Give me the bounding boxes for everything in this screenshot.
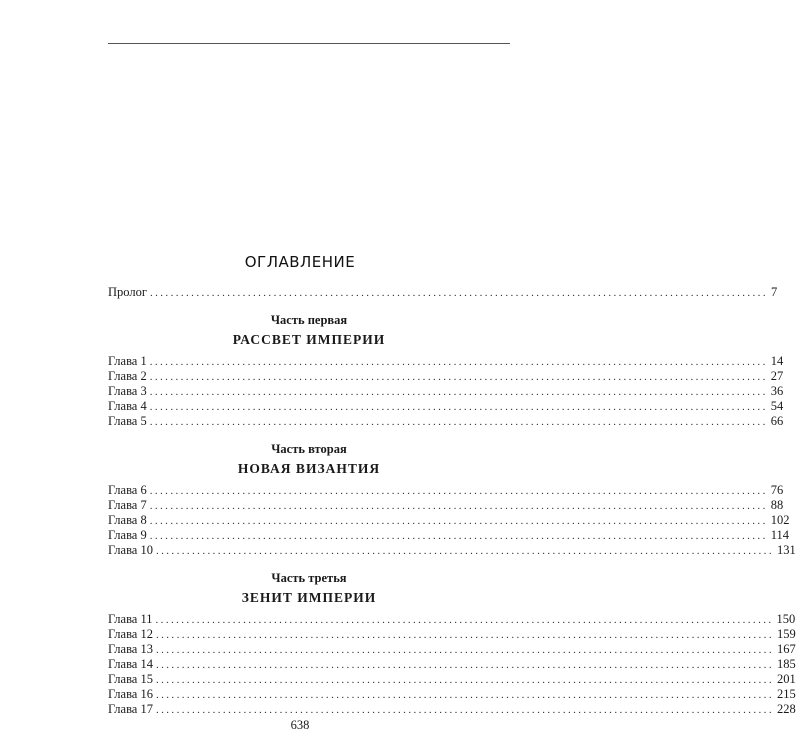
entry-page: 36 bbox=[770, 384, 784, 398]
entry-label: Глава 3 bbox=[108, 384, 147, 398]
entry-label: Глава 7 bbox=[108, 498, 147, 512]
entry-page: 14 bbox=[770, 354, 784, 368]
entry-page: 88 bbox=[770, 498, 784, 512]
dot-leader: ........................................................................................................................ bbox=[155, 689, 774, 701]
entry-label: Глава 1 bbox=[108, 354, 147, 368]
entry-label: Глава 4 bbox=[108, 399, 147, 413]
entry-label: Пролог bbox=[108, 285, 147, 299]
toc-entry-chapter[interactable] bbox=[108, 354, 784, 369]
entry-page: 66 bbox=[770, 414, 784, 428]
dot-leader: ........................................................................................................................ bbox=[149, 500, 768, 512]
parts-container bbox=[108, 313, 796, 717]
toc-entry-chapter[interactable] bbox=[108, 528, 790, 543]
dot-leader: ........................................................................................................................ bbox=[155, 644, 774, 656]
toc-entry-chapter[interactable] bbox=[108, 498, 784, 513]
dot-leader: ........................................................................................................................ bbox=[155, 704, 774, 716]
toc-entry-chapter[interactable] bbox=[108, 627, 796, 642]
toc-title: ОГЛАВЛЕНИЕ bbox=[244, 253, 356, 271]
entry-page: 27 bbox=[770, 369, 784, 383]
toc-entry-chapter[interactable] bbox=[108, 702, 796, 717]
dot-leader: ........................................................................................................................ bbox=[149, 386, 768, 398]
entry-page: 76 bbox=[770, 483, 784, 497]
dot-leader: ........................................................................................................................ bbox=[149, 530, 768, 542]
entry-label: Глава 8 bbox=[108, 513, 147, 527]
part-label: Часть третья bbox=[271, 571, 347, 585]
entry-label: Глава 6 bbox=[108, 483, 147, 497]
dot-leader: ........................................................................................................................ bbox=[149, 515, 768, 527]
toc-entry-chapter[interactable] bbox=[108, 483, 784, 498]
entry-label: Глава 16 bbox=[108, 687, 153, 701]
toc-entry-chapter[interactable] bbox=[108, 384, 784, 399]
header-rule bbox=[108, 43, 510, 44]
toc-entry-chapter[interactable] bbox=[108, 642, 796, 657]
toc-entry-chapter[interactable] bbox=[108, 657, 796, 672]
dot-leader: ........................................................................................................................ bbox=[155, 614, 774, 626]
dot-leader: ........................................................................................................................ bbox=[155, 674, 774, 686]
table-of-contents bbox=[108, 285, 796, 717]
toc-entry-prologue[interactable] bbox=[108, 285, 778, 300]
entry-label: Глава 10 bbox=[108, 543, 153, 557]
dot-leader: ........................................................................................................................ bbox=[155, 545, 774, 557]
entry-label: Глава 17 bbox=[108, 702, 153, 716]
entry-label: Глава 14 bbox=[108, 657, 153, 671]
dot-leader: ........................................................................................................................ bbox=[149, 485, 768, 497]
part-title: НОВАЯ ВИЗАНТИЯ bbox=[237, 461, 381, 476]
toc-entry-chapter[interactable] bbox=[108, 513, 790, 528]
entry-label: Глава 12 bbox=[108, 627, 153, 641]
dot-leader: ........................................................................................................................ bbox=[149, 401, 768, 413]
dot-leader: ........................................................................................................................ bbox=[149, 356, 768, 368]
entry-label: Глава 11 bbox=[108, 612, 153, 626]
dot-leader: ........................................................................................................................ bbox=[155, 629, 774, 641]
toc-entry-chapter[interactable] bbox=[108, 543, 796, 558]
entry-page: 159 bbox=[776, 627, 796, 641]
entry-page: 54 bbox=[770, 399, 784, 413]
entry-page: 167 bbox=[776, 642, 796, 656]
entry-page: 228 bbox=[776, 702, 796, 716]
part-label: Часть первая bbox=[270, 313, 348, 327]
toc-entry-chapter[interactable] bbox=[108, 369, 784, 384]
part-title: ЗЕНИТ ИМПЕРИИ bbox=[241, 590, 377, 605]
toc-entry-chapter[interactable] bbox=[108, 399, 784, 414]
entry-label: Глава 5 bbox=[108, 414, 147, 428]
entry-label: Глава 15 bbox=[108, 672, 153, 686]
part-title: РАССВЕТ ИМПЕРИИ bbox=[232, 332, 386, 347]
dot-leader: ........................................................................................................................ bbox=[149, 287, 768, 299]
toc-entry-chapter[interactable] bbox=[108, 672, 796, 687]
entry-label: Глава 2 bbox=[108, 369, 147, 383]
dot-leader: ........................................................................................................................ bbox=[155, 659, 774, 671]
page-number: 638 bbox=[290, 718, 310, 732]
toc-entry-chapter[interactable] bbox=[108, 687, 796, 702]
entry-page: 215 bbox=[776, 687, 796, 701]
entry-page: 114 bbox=[770, 528, 790, 542]
entry-page: 185 bbox=[776, 657, 796, 671]
dot-leader: ........................................................................................................................ bbox=[149, 416, 768, 428]
entry-page: 150 bbox=[776, 612, 796, 626]
toc-entry-chapter[interactable] bbox=[108, 414, 784, 429]
toc-entry-chapter[interactable] bbox=[108, 612, 796, 627]
entry-page: 7 bbox=[770, 285, 778, 299]
part-label: Часть вторая bbox=[271, 442, 347, 456]
entry-page: 201 bbox=[776, 672, 796, 686]
dot-leader: ........................................................................................................................ bbox=[149, 371, 768, 383]
entry-page: 131 bbox=[776, 543, 796, 557]
entry-page: 102 bbox=[770, 513, 790, 527]
entry-label: Глава 9 bbox=[108, 528, 147, 542]
entry-label: Глава 13 bbox=[108, 642, 153, 656]
